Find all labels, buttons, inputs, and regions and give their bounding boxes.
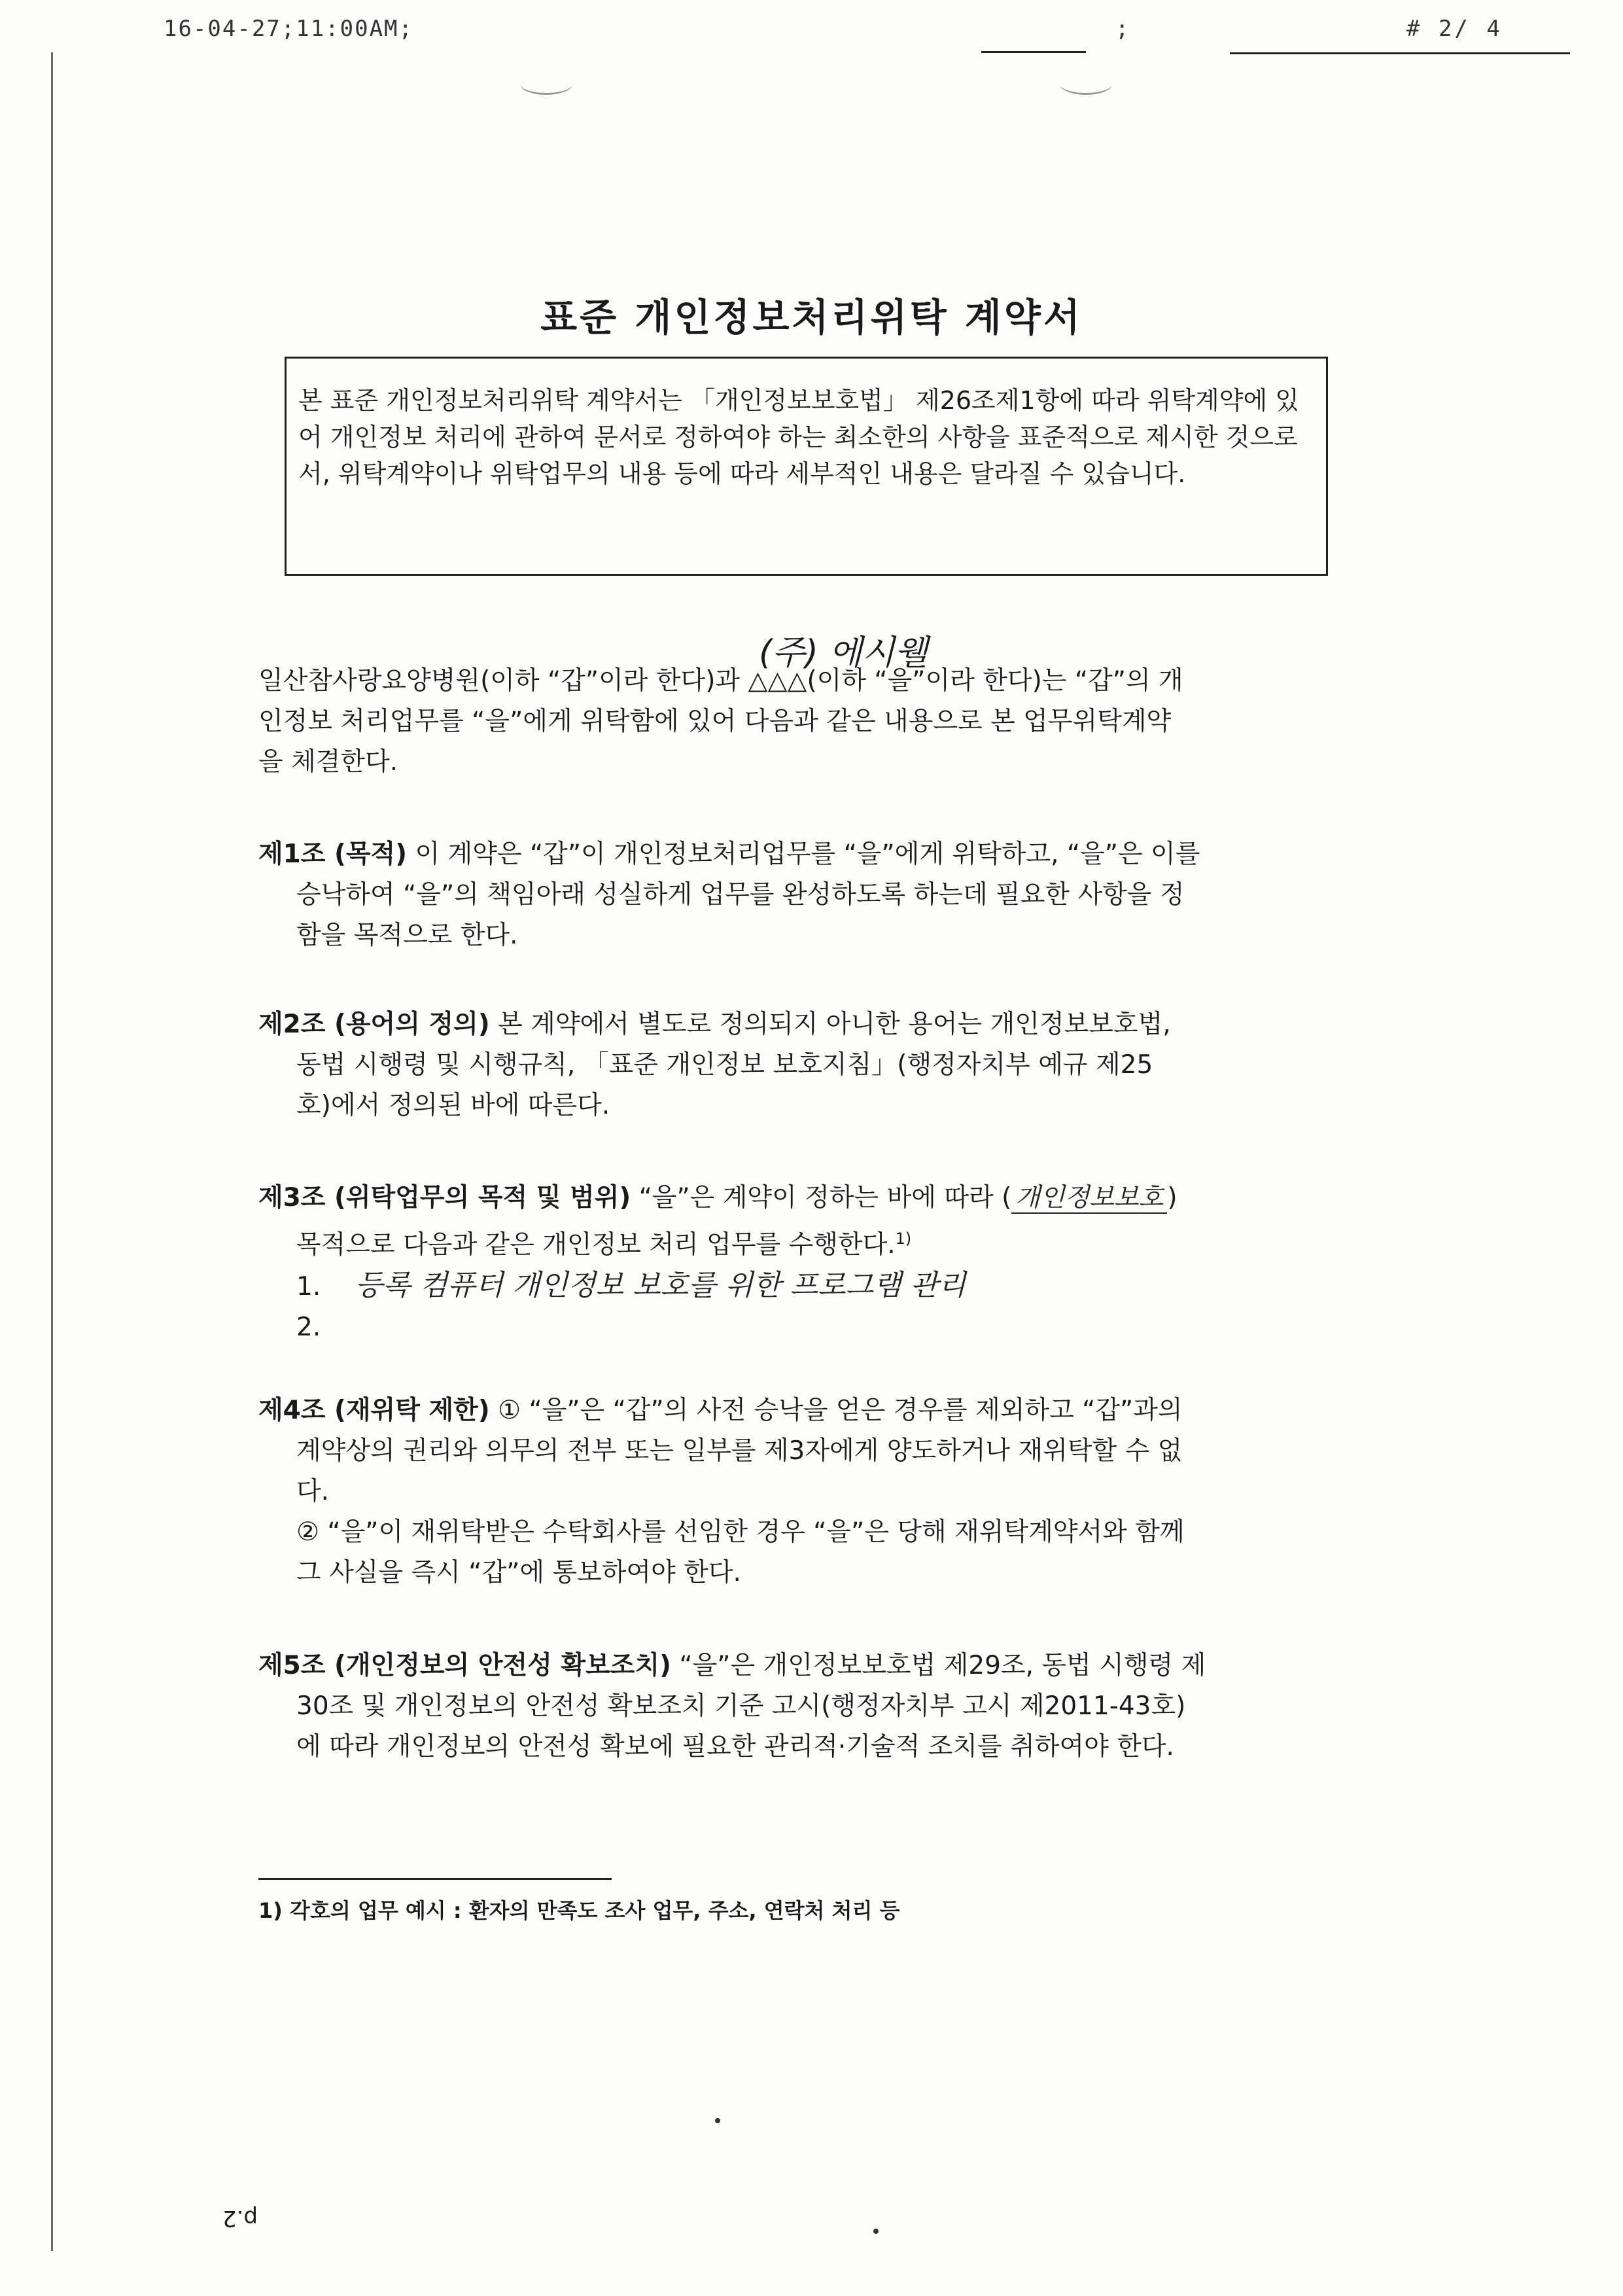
footnote-ref: 1) bbox=[895, 1229, 912, 1248]
close-paren: ) bbox=[1167, 1183, 1178, 1212]
article-line: “을”은 개인정보보호법 제29조, 동법 시행령 제 bbox=[679, 1651, 1206, 1680]
handwritten-company-name: (주) 에시웰 bbox=[759, 633, 928, 673]
article-line: 승낙하여 “을”의 책임아래 성실하게 업무를 완성하도록 하는데 필요한 사항을 정 bbox=[296, 880, 1185, 910]
article-line: 함을 목적으로 한다. bbox=[296, 921, 518, 950]
article-heading: 제4조 (재위탁 제한) bbox=[258, 1396, 490, 1425]
article-line: 계약상의 권리와 의무의 전부 또는 일부를 제3자에게 양도하거나 재위탁할 수 없 bbox=[296, 1436, 1183, 1466]
page-label: p.2 bbox=[222, 2205, 258, 2231]
handwritten-purpose: 개인정보보호 bbox=[1011, 1183, 1167, 1214]
article-heading: 제5조 (개인정보의 안전성 확보조치) bbox=[258, 1651, 671, 1680]
article-line: “을”은 계약이 정하는 바에 따라 ( bbox=[638, 1183, 1012, 1212]
list-item bbox=[258, 1265, 1338, 1307]
article-5 bbox=[258, 1646, 1338, 1767]
left-margin-line bbox=[51, 52, 53, 2251]
header-rule-right bbox=[1230, 52, 1570, 54]
handwritten-item: 등록 컴퓨터 개인정보 보호를 위한 프로그램 관리 bbox=[355, 1269, 966, 1302]
footnote-rule bbox=[258, 1878, 612, 1880]
document-title: 표준 개인정보처리위탁 계약서 bbox=[540, 295, 1083, 340]
article-1 bbox=[258, 834, 1338, 956]
article-line: 본 계약에서 별도로 정의되지 아니한 용어는 개인정보보호법, bbox=[498, 1010, 1171, 1039]
fax-header bbox=[0, 12, 1623, 51]
intro-line: 인정보 처리업무를 “을”에게 위탁함에 있어 다음과 같은 내용으로 본 업무위탁계약 bbox=[258, 707, 1172, 736]
article-line: ② “을”이 재위탁받은 수탁회사를 선임한 경우 “을”은 당해 재위탁계약서와 함께 bbox=[296, 1517, 1185, 1547]
article-line: 동법 시행령 및 시행규칙, 「표준 개인정보 보호지침」(행정자치부 예규 제25 bbox=[296, 1050, 1153, 1080]
notice-text: 본 표준 개인정보처리위탁 계약서는 「개인정보보호법」 제26조제1항에 따라 위탁계약에 있어 개인정보 처리에 관하여 문서로 정하여야 하는 최소한의 사항을 표준적으로 제시한 것으로서, 위탁계약이나 위탁업무의 내용 등에 따라 세부적인 내용은 달라질 수 있습니다. bbox=[298, 386, 1299, 488]
intro-line: 을 체결한다. bbox=[258, 747, 398, 777]
article-line: ① “을”은 “갑”의 사전 승낙을 얻은 경우를 제외하고 “갑”과의 bbox=[498, 1396, 1183, 1425]
article-line: 목적으로 다음과 같은 개인정보 처리 업무를 수행한다. bbox=[296, 1230, 896, 1260]
article-line: 다. bbox=[296, 1477, 330, 1506]
article-line: 이 계약은 “갑”이 개인정보처리업무를 “을”에게 위탁하고, “을”은 이를 bbox=[415, 839, 1200, 869]
article-heading: 제1조 (목적) bbox=[258, 839, 408, 869]
article-heading: 제2조 (용어의 정의) bbox=[258, 1010, 490, 1039]
intro-paragraph bbox=[258, 661, 1338, 783]
list-item-number: 1. bbox=[296, 1272, 321, 1301]
punch-mark-left bbox=[520, 73, 572, 95]
article-4 bbox=[258, 1390, 1338, 1593]
footnote: 1) 각호의 업무 예시 : 환자의 만족도 조사 업무, 주소, 연락처 처리 등 bbox=[258, 1898, 900, 1923]
notice-box bbox=[285, 357, 1328, 576]
speck-mark bbox=[873, 2229, 879, 2234]
article-line: 에 따라 개인정보의 안전성 확보에 필요한 관리적·기술적 조치를 취하여야 한다. bbox=[296, 1732, 1174, 1761]
intro-line: 일산참사랑요양병원(이하 “갑”이라 한다)과 △△△(이하 “을”이라 한다)는 “갑”의 개 bbox=[258, 666, 1183, 696]
article-heading: 제3조 (위탁업무의 목적 및 범위) bbox=[258, 1183, 631, 1212]
article-2 bbox=[258, 1004, 1338, 1126]
fax-timestamp: 16-04-27;11:00AM; bbox=[164, 16, 413, 42]
fax-separator: ; bbox=[1115, 16, 1129, 42]
fax-page-count: # 2/ 4 bbox=[1406, 16, 1503, 42]
list-item-number: 2. bbox=[296, 1313, 321, 1342]
article-line: 30조 및 개인정보의 안전성 확보조치 기준 고시(행정자치부 고시 제2011-43호) bbox=[296, 1691, 1186, 1721]
speck-mark bbox=[715, 2118, 720, 2123]
article-line: 그 사실을 즉시 “갑”에 통보하여야 한다. bbox=[296, 1558, 741, 1587]
header-rule-left bbox=[981, 51, 1086, 53]
list-item bbox=[258, 1307, 1338, 1348]
article-3 bbox=[258, 1178, 1338, 1348]
article-line: 호)에서 정의된 바에 따른다. bbox=[296, 1091, 610, 1120]
punch-mark-right bbox=[1060, 73, 1112, 95]
